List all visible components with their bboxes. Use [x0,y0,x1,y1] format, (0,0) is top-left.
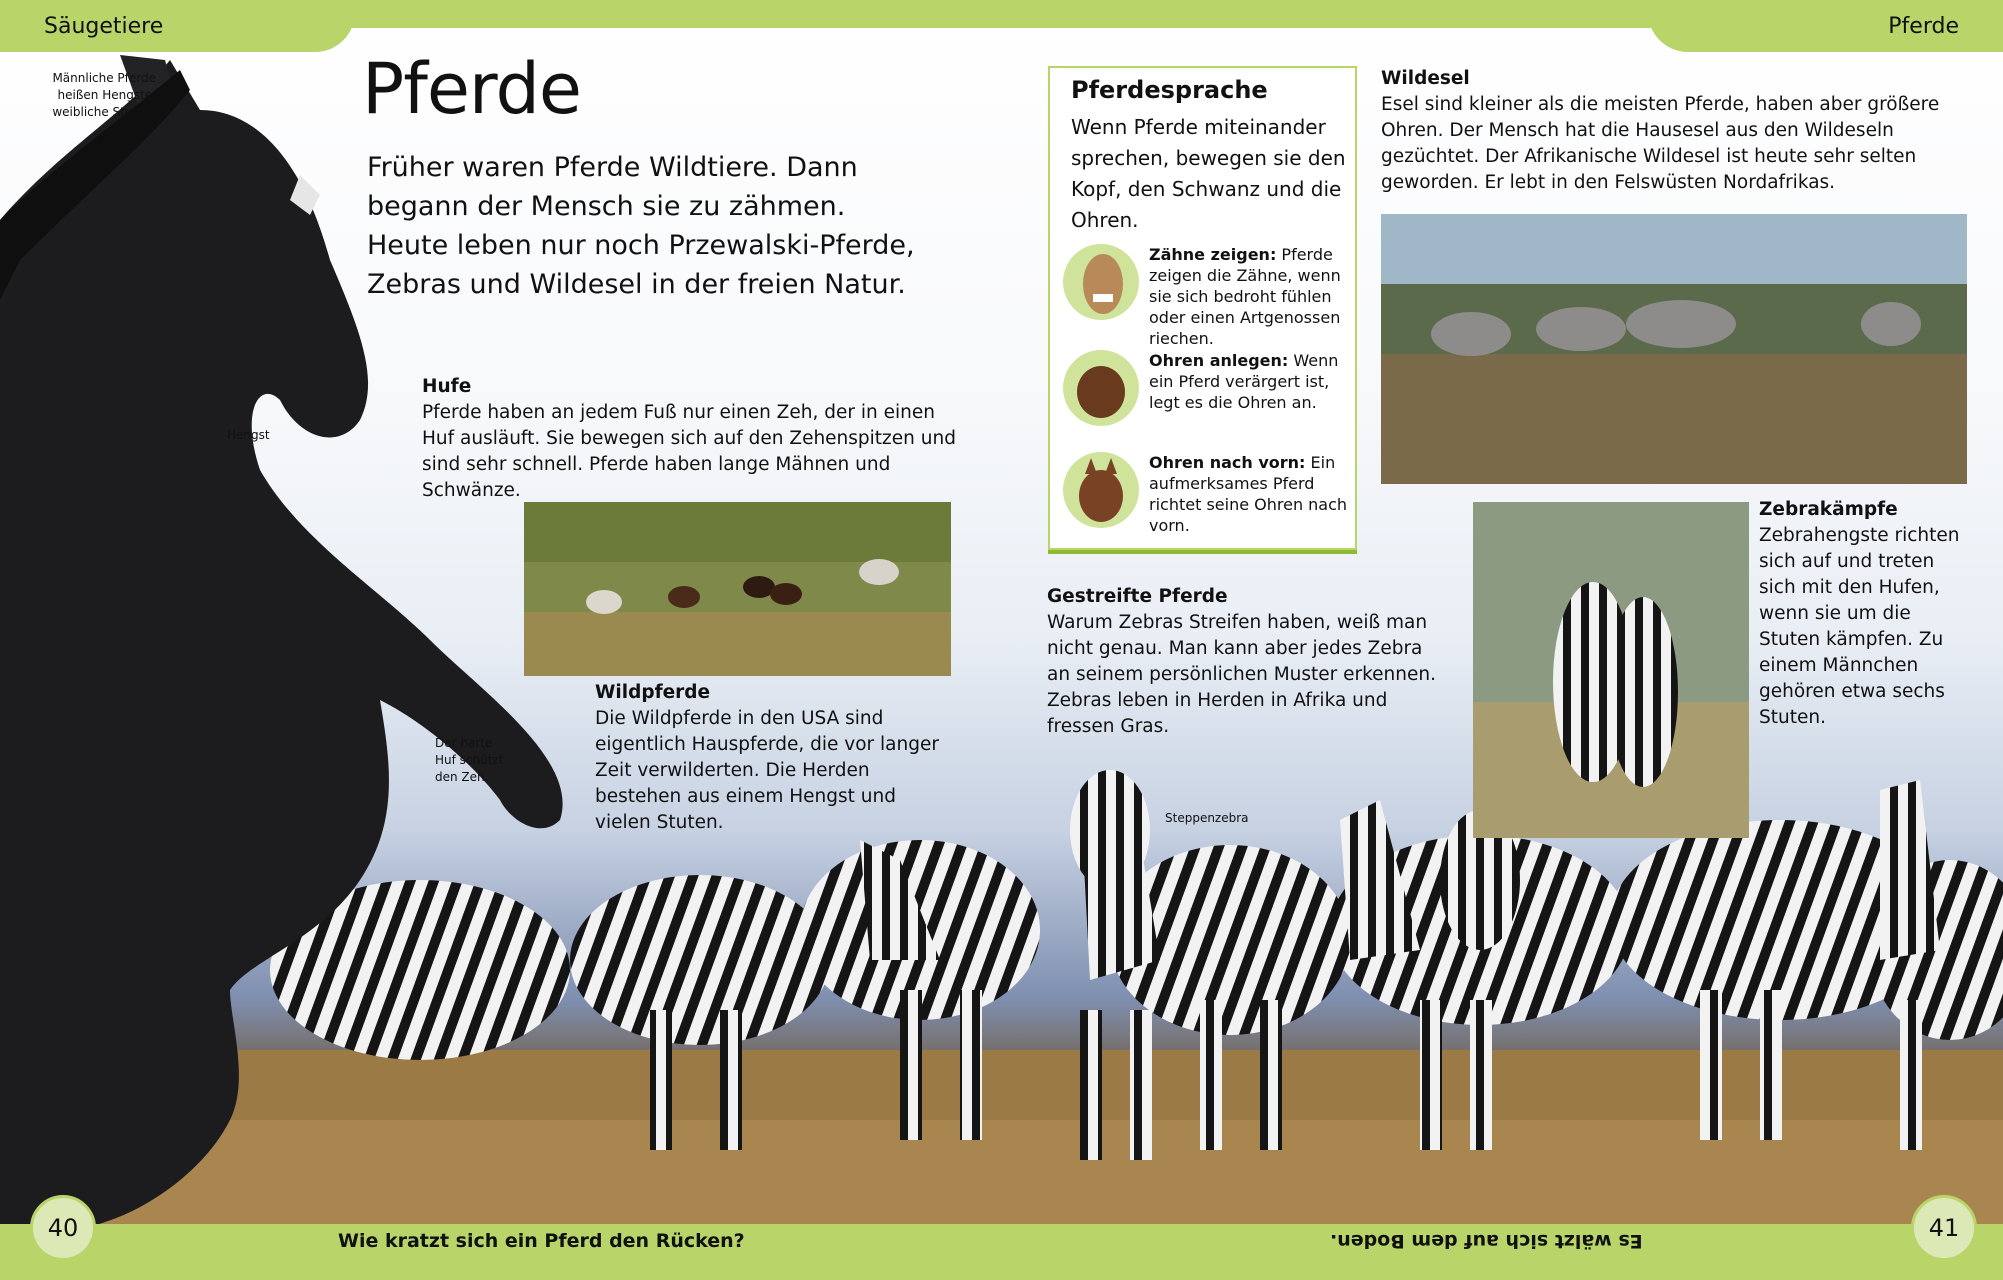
footer-bar [0,1224,2003,1280]
wildpferde-photo [524,502,951,676]
hufe-text: Pferde haben an jedem Fuß nur einen Zeh, der in einen Huf ausläuft. Sie bewegen sich auf den Zehenspitzen und sind sehr schnell. Pferde haben lange Mähnen und Schwänze. [422,402,956,501]
page-number-left: 40 [30,1195,96,1261]
pferdesprache-item [1063,350,1353,426]
pferdesprache-underline [1048,550,1357,554]
pferdesprache-intro: Wenn Pferde miteinander sprechen, bewegen sie den Kopf, den Schwanz und die Ohren. [1071,115,1346,232]
section-wildpferde [595,680,940,836]
pferdesprache-item-text: Pferde zeigen die Zähne, wenn sie sich bedroht fühlen oder einen Artgenossen riechen. [1149,245,1341,348]
label-hengst: Hengst [227,428,270,442]
label-huf: Der harte Huf schützt den Zeh. [435,736,504,784]
wildesel-text: Esel sind kleiner als die meisten Pferde, haben aber größere Ohren. Der Mensch hat die Hausesel aus den Wildeseln gezüchtet. Der Afrikanische Wildesel ist heute sehr selten geworden. Er lebt in den Felswüsten Nordafrikas. [1381,94,1940,193]
zebrakampf-photo [1473,502,1749,838]
quiz-question: Wie kratzt sich ein Pferd den Rücken? [338,1230,745,1252]
pferdesprache-item-text: Ein aufmerksames Pferd richtet seine Ohren nach vorn. [1149,453,1348,535]
wildesel-title: Wildesel [1381,68,1470,89]
quiz-answer-upside-down: Es wälzt sich auf dem Boden. [1330,1230,1643,1252]
horse-ears-back-icon [1063,350,1139,426]
intro-text: Früher waren Pferde Wildtiere. Dann begann der Mensch sie zu zähmen. Heute leben nur noch Przewalski-Pferde, Zebras und Wildesel in der freien Natur. [367,152,915,300]
page-title: Pferde [362,48,581,130]
section-label-right: Pferde [1888,14,1959,39]
gestreifte-title: Gestreifte Pferde [1047,586,1228,607]
wildpferde-title: Wildpferde [595,682,711,703]
pferdesprache-item [1063,244,1353,349]
pferdesprache-item-text: Wenn ein Pferd verärgert ist, legt es die Ohren an. [1149,351,1339,412]
pferdesprache-item-term: Ohren anlegen: [1149,351,1289,370]
label-steppenzebra: Steppenzebra [1165,811,1249,825]
pferdesprache-title: Pferdesprache [1071,76,1268,104]
pferdesprache-item-term: Zähne zeigen: [1149,245,1277,264]
horse-ears-forward-icon [1063,452,1139,528]
page-number-right: 41 [1911,1195,1977,1261]
hufe-title: Hufe [422,376,472,397]
section-gestreifte-pferde [1047,584,1447,740]
section-hufe [422,374,962,504]
section-zebrakaempfe [1759,497,1969,731]
wildesel-photo [1381,214,1967,484]
wildpferde-text: Die Wildpferde in den USA sind eigentlich Hauspferde, die vor langer Zeit verwilderten. Die Herden bestehen aus einem Hengst und vielen Stuten. [595,708,939,833]
pferdesprache-item-term: Ohren nach vorn: [1149,453,1306,472]
pferdesprache-item [1063,452,1353,536]
zebrakampf-text: Zebrahengste richten sich auf und treten sich mit den Hufen, wenn sie um die Stuten kämpfen. Zu einem Männchen gehören etwa sechs Stuten. [1759,525,1960,728]
horse-teeth-icon [1063,244,1139,320]
zebrakampf-title: Zebrakämpfe [1759,499,1898,520]
section-wildesel [1381,66,1951,196]
label-maennliche-pferde: Männliche Pferde heißen Hengste, weibliche Stuten. [52,71,156,119]
section-label-left: Säugetiere [44,14,164,39]
gestreifte-text: Warum Zebras Streifen haben, weiß man nicht genau. Man kann aber jedes Zebra an seinem persönlichen Muster erkennen. Zebras leben in Herden in Afrika und fressen Gras. [1047,612,1436,737]
